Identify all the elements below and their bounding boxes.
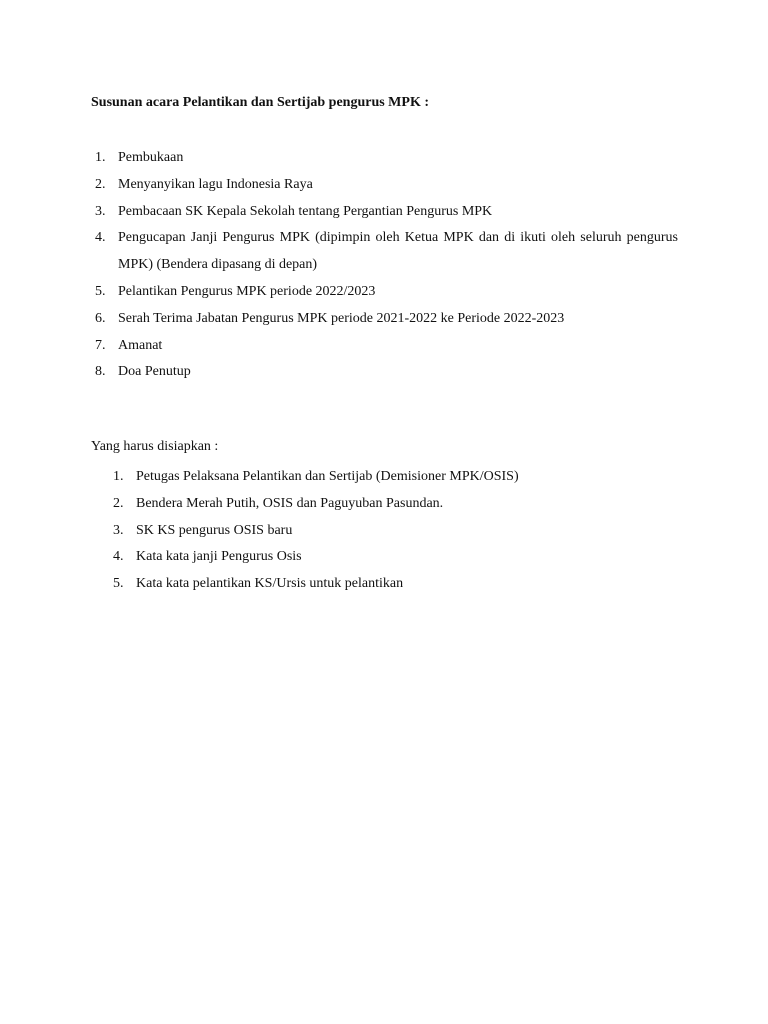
list-item-text: Menyanyikan lagu Indonesia Raya [118, 176, 313, 192]
list-item-text: Amanat [118, 337, 163, 353]
list-item-number: 2. [113, 495, 124, 511]
preparation-list [113, 464, 678, 598]
list-item-text: Petugas Pelaksana Pelantikan dan Sertijab (Demisioner MPK/OSIS) [136, 469, 519, 484]
list-item-number: 7. [95, 337, 106, 353]
list-item [91, 145, 678, 172]
list-item-number: 5. [95, 283, 106, 299]
list-item [91, 279, 678, 306]
list-item [91, 199, 678, 226]
list-item [91, 306, 678, 333]
list-item-text: Pelantikan Pengurus MPK periode 2022/2023 [118, 283, 376, 299]
list-item-number: 1. [95, 150, 106, 165]
list-item-text: Pengucapan Janji Pengurus MPK (dipimpin oleh Ketua MPK dan di ikuti oleh seluruh pengurus MPK) (Bendera dipasang di depan) [118, 230, 678, 273]
list-item [91, 172, 678, 199]
list-item-text: Pembukaan [118, 150, 184, 165]
list-item-text: Kata kata pelantikan KS/Ursis untuk pelantikan [136, 576, 404, 592]
list-item-number: 1. [113, 469, 124, 484]
list-item-number: 4. [95, 230, 106, 246]
list-item [113, 491, 678, 518]
list-item [113, 518, 678, 545]
document-page [91, 93, 678, 592]
list-item-text: Kata kata janji Pengurus Osis [136, 549, 302, 565]
list-item [113, 571, 678, 598]
preparation-heading: Yang harus disiapkan : [91, 439, 219, 454]
list-item [91, 359, 678, 386]
list-item-text: Serah Terima Jabatan Pengurus MPK periode 2021-2022 ke Periode 2022-2023 [118, 310, 565, 326]
list-item [113, 544, 678, 571]
list-item-text: SK KS pengurus OSIS baru [136, 522, 293, 538]
list-item [91, 333, 678, 360]
list-item-number: 2. [95, 176, 106, 192]
list-item-number: 5. [113, 576, 124, 592]
list-item-number: 6. [95, 310, 106, 326]
document-heading: Susunan acara Pelantikan dan Sertijab pengurus MPK : [91, 95, 429, 110]
list-item-number: 8. [95, 364, 106, 380]
list-item [91, 225, 678, 279]
list-item-number: 3. [95, 203, 106, 219]
list-item-text: Pembacaan SK Kepala Sekolah tentang Pergantian Pengurus MPK [118, 203, 493, 219]
list-item-text: Doa Penutup [118, 364, 191, 380]
list-item-number: 3. [113, 522, 124, 538]
agenda-list [91, 145, 678, 386]
list-item [113, 464, 678, 491]
list-item-number: 4. [113, 549, 124, 565]
list-item-text: Bendera Merah Putih, OSIS dan Paguyuban Pasundan. [136, 495, 444, 511]
